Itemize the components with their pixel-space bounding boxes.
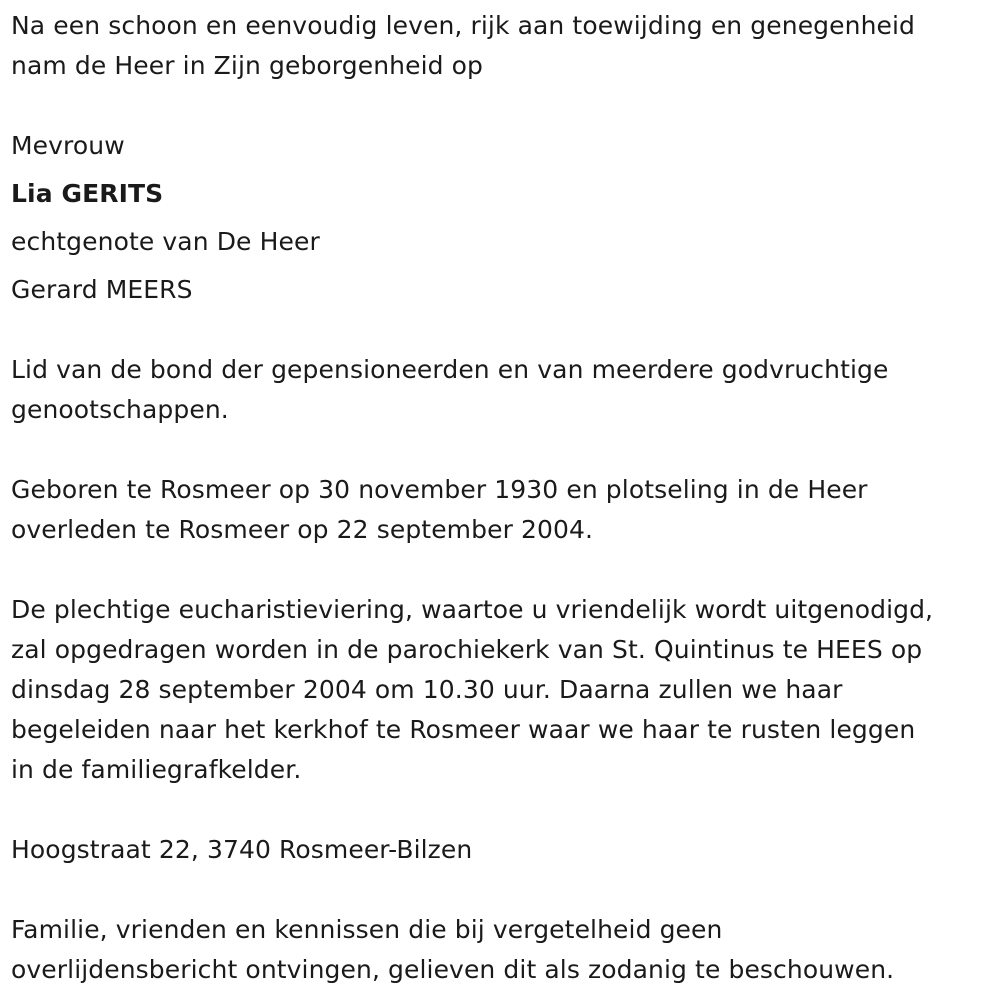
address-paragraph xyxy=(11,830,1000,870)
person-spouse: Gerard MEERS xyxy=(11,275,193,304)
person-block xyxy=(11,126,1000,310)
spacer xyxy=(11,430,1000,470)
closing-paragraph xyxy=(11,910,1000,990)
membership-line-2: genootschappen. xyxy=(11,395,229,424)
closing-line-1: Familie, vrienden en kennissen die bij vergetelheid geen xyxy=(11,915,723,944)
ceremony-line-2: zal opgedragen worden in de parochiekerk van St. Quintinus te HEES op xyxy=(11,635,923,664)
membership-line-1: Lid van de bond der gepensioneerden en van meerdere godvruchtige xyxy=(11,355,889,384)
closing-line-2: overlijdensbericht ontvingen, gelieven dit als zodanig te beschouwen. xyxy=(11,955,895,984)
spacer xyxy=(11,790,1000,830)
person-name: Lia GERITS xyxy=(11,179,164,208)
dates-paragraph xyxy=(11,470,1000,550)
ceremony-line-4: begeleiden naar het kerkhof te Rosmeer waar we haar te rusten leggen xyxy=(11,715,916,744)
dates-line-1: Geboren te Rosmeer op 30 november 1930 en plotseling in de Heer xyxy=(11,475,868,504)
ceremony-paragraph xyxy=(11,590,1000,790)
spacer xyxy=(11,166,1000,174)
dates-line-2: overleden te Rosmeer op 22 september 2004. xyxy=(11,515,594,544)
ceremony-line-3: dinsdag 28 september 2004 om 10.30 uur. Daarna zullen we haar xyxy=(11,675,843,704)
intro-paragraph xyxy=(11,6,1000,86)
spacer xyxy=(11,262,1000,270)
intro-line-2: nam de Heer in Zijn geborgenheid op xyxy=(11,51,483,80)
ceremony-line-1: De plechtige eucharistieviering, waartoe u vriendelijk wordt uitgenodigd, xyxy=(11,595,934,624)
spacer xyxy=(11,550,1000,590)
membership-paragraph xyxy=(11,350,1000,430)
person-title: Mevrouw xyxy=(11,131,125,160)
spacer xyxy=(11,310,1000,350)
spacer xyxy=(11,86,1000,126)
intro-line-1: Na een schoon en eenvoudig leven, rijk aan toewijding en genegenheid xyxy=(11,11,916,40)
spacer xyxy=(11,870,1000,910)
address-line: Hoogstraat 22, 3740 Rosmeer-Bilzen xyxy=(11,835,473,864)
spacer xyxy=(11,214,1000,222)
ceremony-line-5: in de familiegrafkelder. xyxy=(11,755,302,784)
person-relation: echtgenote van De Heer xyxy=(11,227,320,256)
